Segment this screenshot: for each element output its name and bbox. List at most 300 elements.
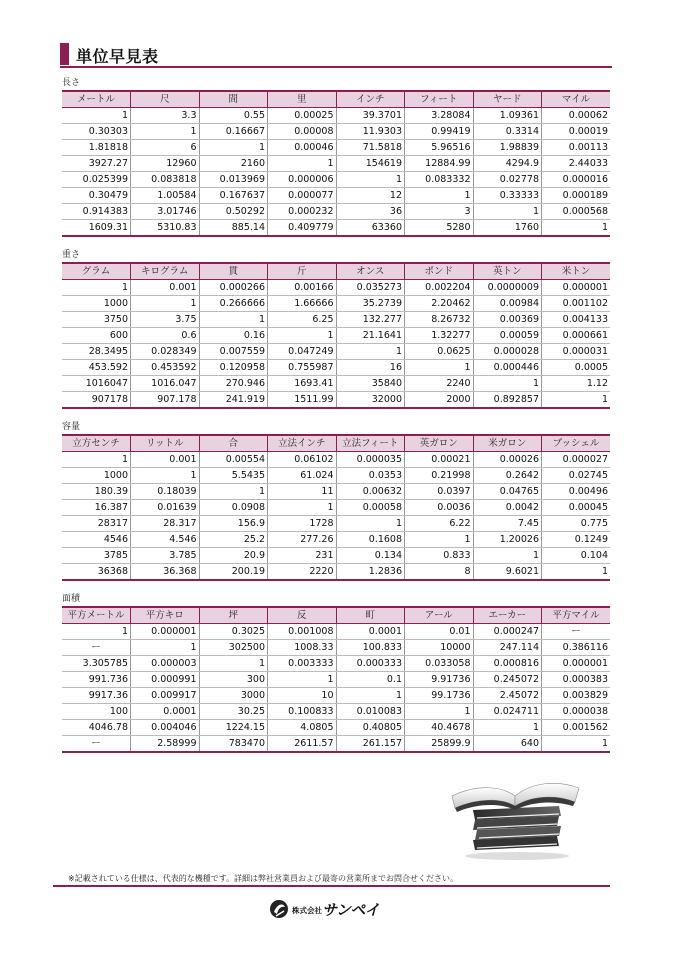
table-row [62, 280, 610, 296]
table-cell: 1 [199, 312, 268, 328]
table-cell: 0.001 [131, 452, 200, 468]
table-cell: 1 [131, 468, 200, 484]
table-cell: 0.00984 [473, 296, 542, 312]
column-header: ポンド [405, 263, 474, 280]
section-label: 容量 [62, 422, 81, 432]
column-header: 貫 [199, 263, 268, 280]
table-cell: 16.387 [62, 500, 131, 516]
table-cell: 0.003829 [542, 688, 611, 704]
table-cell: 453.592 [62, 360, 131, 376]
table-cell: 0.892857 [473, 392, 542, 409]
table-cell: 0.30479 [62, 188, 131, 204]
table-cell: 1 [542, 736, 611, 753]
table-row [62, 640, 610, 656]
table-row [62, 172, 610, 188]
table-cell: 302500 [199, 640, 268, 656]
table-cell: 2000 [405, 392, 474, 409]
table-cell: 1693.41 [268, 376, 337, 392]
table-cell: 1.66666 [268, 296, 337, 312]
table-cell: 40.4678 [405, 720, 474, 736]
table-cell: 1760 [473, 220, 542, 237]
table-cell: 9.91736 [405, 672, 474, 688]
table-cell: 0.833 [405, 548, 474, 564]
table-cell: 0.0353 [336, 468, 405, 484]
table-cell: 783470 [199, 736, 268, 753]
table-cell: 0.99419 [405, 124, 474, 140]
table-cell: 1000 [62, 468, 131, 484]
table-cell: 2220 [268, 564, 337, 581]
table-cell: 0.000016 [542, 172, 611, 188]
conversion-table [62, 434, 610, 581]
table-cell: 5280 [405, 220, 474, 237]
conversion-table [62, 262, 610, 409]
table-cell: 9917.36 [62, 688, 131, 704]
logo-company-prefix: 株式会社 [292, 906, 322, 915]
table-cell: 35840 [336, 376, 405, 392]
column-header: 英トン [473, 263, 542, 280]
table-cell: 0.0005 [542, 360, 611, 376]
table-row [62, 656, 610, 672]
table-cell: 5.96516 [405, 140, 474, 156]
table-cell: 1 [473, 376, 542, 392]
company-logo [268, 898, 408, 922]
column-header: インチ [336, 91, 405, 108]
table-cell: 1 [405, 360, 474, 376]
column-header: 反 [268, 607, 337, 624]
table-cell: 1 [542, 220, 611, 237]
table-cell: 0.00026 [473, 452, 542, 468]
table-cell: 0.00058 [336, 500, 405, 516]
table-cell: 3 [405, 204, 474, 220]
table-cell: 0.100833 [268, 704, 337, 720]
title-divider [60, 66, 612, 68]
table-cell: 1511.99 [268, 392, 337, 409]
table-cell: 0.000816 [473, 656, 542, 672]
table-cell: 1 [405, 532, 474, 548]
table-cell: 0.16667 [199, 124, 268, 140]
table-cell: 1 [62, 280, 131, 296]
table-cell: 1 [199, 656, 268, 672]
table-cell: 8.26732 [405, 312, 474, 328]
table-cell: 0.001102 [542, 296, 611, 312]
table-cell: 0.003333 [268, 656, 337, 672]
table-cell: 99.1736 [405, 688, 474, 704]
table-cell: 1 [268, 500, 337, 516]
table-cell: 2611.57 [268, 736, 337, 753]
table-cell: 8 [405, 564, 474, 581]
table-cell: 0.0042 [473, 500, 542, 516]
table-cell: 3.785 [131, 548, 200, 564]
table-cell: 36.368 [131, 564, 200, 581]
table-cell: 1224.15 [199, 720, 268, 736]
table-row [62, 344, 610, 360]
column-header: リットル [131, 435, 200, 452]
table-cell: 0.001008 [268, 624, 337, 640]
table-cell: 0.1249 [542, 532, 611, 548]
column-header: 平方キロ [131, 607, 200, 624]
table-cell: 0.024711 [473, 704, 542, 720]
column-header: 米トン [542, 263, 611, 280]
table-cell: 1 [336, 344, 405, 360]
table-cell: 0.21998 [405, 468, 474, 484]
table-cell: 0.104 [542, 548, 611, 564]
table-cell: 1 [131, 640, 200, 656]
section-label: 長さ [62, 78, 81, 88]
table-cell: 1 [62, 624, 131, 640]
table-cell: 0.000027 [542, 452, 611, 468]
table-cell: 0.00046 [268, 140, 337, 156]
table-cell: 0.0908 [199, 500, 268, 516]
table-cell: 0.134 [336, 548, 405, 564]
table-cell: 0.0036 [405, 500, 474, 516]
table-cell: 0.01 [405, 624, 474, 640]
table-cell: 1 [336, 516, 405, 532]
table-cell: 3927.27 [62, 156, 131, 172]
table-cell: 0.00166 [268, 280, 337, 296]
table-cell: 0.007559 [199, 344, 268, 360]
table-cell: 0.775 [542, 516, 611, 532]
table-cell: 0.083332 [405, 172, 474, 188]
table-cell: 0.000077 [268, 188, 337, 204]
table-cell: 1 [268, 328, 337, 344]
table-cell: 0.00554 [199, 452, 268, 468]
column-header: 平方メートル [62, 607, 131, 624]
table-cell: 0.6 [131, 328, 200, 344]
table-row [62, 328, 610, 344]
column-header: 米ガロン [473, 435, 542, 452]
table-cell: 36 [336, 204, 405, 220]
column-header: キログラム [131, 263, 200, 280]
table-cell: 1.2836 [336, 564, 405, 581]
table-cell: 12960 [131, 156, 200, 172]
table-row [62, 516, 610, 532]
section-weight [62, 249, 610, 409]
table-cell: 1 [268, 156, 337, 172]
column-header: 立法フィート [336, 435, 405, 452]
table-cell: 1008.33 [268, 640, 337, 656]
table-cell: 4294.9 [473, 156, 542, 172]
table-cell: 0.000028 [473, 344, 542, 360]
table-cell: 2.44033 [542, 156, 611, 172]
table-row [62, 468, 610, 484]
table-row [62, 484, 610, 500]
table-cell: 0.386116 [542, 640, 611, 656]
table-cell: 1 [405, 188, 474, 204]
table-cell: 277.26 [268, 532, 337, 548]
table-cell: 1 [131, 124, 200, 140]
table-cell: 0.3314 [473, 124, 542, 140]
table-header-row [62, 607, 610, 624]
table-cell: 0.000006 [268, 172, 337, 188]
table-row [62, 296, 610, 312]
column-header: 坪 [199, 607, 268, 624]
table-cell: 156.9 [199, 516, 268, 532]
table-cell: 20.9 [199, 548, 268, 564]
table-cell: 0.00008 [268, 124, 337, 140]
column-header: メートル [62, 91, 131, 108]
table-row [62, 156, 610, 172]
table-cell: ー [542, 624, 611, 640]
table-row [62, 688, 610, 704]
table-cell: 4046.78 [62, 720, 131, 736]
logo-company-name: サンペイ [322, 901, 380, 919]
table-row [62, 124, 610, 140]
table-cell: 0.04765 [473, 484, 542, 500]
table-cell: 907178 [62, 392, 131, 409]
table-row [62, 312, 610, 328]
table-cell: 247.114 [473, 640, 542, 656]
table-cell: 885.14 [199, 220, 268, 237]
table-cell: 1 [542, 392, 611, 409]
table-cell: 9.6021 [473, 564, 542, 581]
table-cell: 0.028349 [131, 344, 200, 360]
table-cell: 0.00369 [473, 312, 542, 328]
table-cell: 1 [131, 296, 200, 312]
table-cell: 4546 [62, 532, 131, 548]
table-cell: 0.001 [131, 280, 200, 296]
table-cell: 270.946 [199, 376, 268, 392]
section-volume [62, 421, 610, 581]
table-cell: 5.5435 [199, 468, 268, 484]
column-header: 英ガロン [405, 435, 474, 452]
table-cell: 0.000568 [542, 204, 611, 220]
table-cell: 0.000991 [131, 672, 200, 688]
table-header-row [62, 263, 610, 280]
table-cell: 1 [336, 172, 405, 188]
table-cell: 1 [473, 204, 542, 220]
table-cell: 0.245072 [473, 672, 542, 688]
table-row [62, 392, 610, 409]
table-cell: 0.453592 [131, 360, 200, 376]
table-cell: 0.004133 [542, 312, 611, 328]
table-cell: 0.2642 [473, 468, 542, 484]
table-cell: 0.000333 [336, 656, 405, 672]
table-cell: 1 [473, 548, 542, 564]
table-cell: 12 [336, 188, 405, 204]
table-cell: 1.20026 [473, 532, 542, 548]
table-cell: 0.0001 [131, 704, 200, 720]
table-cell: 0.000266 [199, 280, 268, 296]
table-cell: 0.18039 [131, 484, 200, 500]
table-cell: 1 [473, 720, 542, 736]
table-cell: 4.0805 [268, 720, 337, 736]
table-cell: 28.3495 [62, 344, 131, 360]
table-cell: 231 [268, 548, 337, 564]
table-cell: 0.3025 [199, 624, 268, 640]
page-title-block [60, 43, 612, 67]
column-header: 平方マイル [542, 607, 611, 624]
table-cell: 3.28084 [405, 108, 474, 124]
table-cell: 2.45072 [473, 688, 542, 704]
table-cell: 0.40805 [336, 720, 405, 736]
table-cell: 0.000661 [542, 328, 611, 344]
table-cell: 2160 [199, 156, 268, 172]
column-header: アール [405, 607, 474, 624]
footnote: ※記載されている仕様は、代表的な機種です。詳細は弊社営業員および最寄の営業所までお問合せください。 [68, 874, 459, 883]
table-row [62, 548, 610, 564]
table-cell: 1 [62, 452, 131, 468]
table-row [62, 672, 610, 688]
table-cell: 3.01746 [131, 204, 200, 220]
table-cell: 1.12 [542, 376, 611, 392]
table-cell: 0.000001 [542, 280, 611, 296]
table-cell: 200.19 [199, 564, 268, 581]
table-cell: 1000 [62, 296, 131, 312]
table-cell: 640 [473, 736, 542, 753]
table-row [62, 452, 610, 468]
table-cell: 0.00113 [542, 140, 611, 156]
column-header: マイル [542, 91, 611, 108]
table-cell: 1728 [268, 516, 337, 532]
table-cell: 1 [542, 564, 611, 581]
table-cell: 0.00632 [336, 484, 405, 500]
table-cell: 0.33333 [473, 188, 542, 204]
table-cell: 4.546 [131, 532, 200, 548]
table-row [62, 220, 610, 237]
section-label: 重さ [62, 250, 81, 260]
table-cell: 28.317 [131, 516, 200, 532]
table-cell: 154619 [336, 156, 405, 172]
table-cell: 0.0001 [336, 624, 405, 640]
table-cell: 132.277 [336, 312, 405, 328]
table-cell: 0.914383 [62, 204, 131, 220]
footer-divider [53, 885, 610, 887]
table-cell: 1.00584 [131, 188, 200, 204]
table-cell: 907.178 [131, 392, 200, 409]
table-cell: 0.035273 [336, 280, 405, 296]
table-cell: 0.06102 [268, 452, 337, 468]
table-cell: 1 [199, 484, 268, 500]
table-cell: 0.01639 [131, 500, 200, 516]
section-area [62, 593, 610, 753]
table-row [62, 564, 610, 581]
table-cell: 241.919 [199, 392, 268, 409]
table-cell: 0.009917 [131, 688, 200, 704]
conversion-table [62, 90, 610, 237]
column-header: ヤード [473, 91, 542, 108]
table-cell: 16 [336, 360, 405, 376]
table-row [62, 704, 610, 720]
table-cell: 0.55 [199, 108, 268, 124]
section-label: 面積 [62, 594, 81, 604]
table-cell: 0.000001 [542, 656, 611, 672]
table-cell: ー [62, 640, 131, 656]
table-cell: 1.98839 [473, 140, 542, 156]
table-cell: 3785 [62, 548, 131, 564]
table-cell: 0.000232 [268, 204, 337, 220]
table-cell: 11.9303 [336, 124, 405, 140]
table-cell: 0.16 [199, 328, 268, 344]
table-cell: 25.2 [199, 532, 268, 548]
table-cell: 261.157 [336, 736, 405, 753]
table-cell: 100.833 [336, 640, 405, 656]
table-cell: 10 [268, 688, 337, 704]
table-cell: 6.22 [405, 516, 474, 532]
table-cell: 1 [199, 140, 268, 156]
table-cell: 3.75 [131, 312, 200, 328]
table-cell: 0.266666 [199, 296, 268, 312]
table-cell: 0.000003 [131, 656, 200, 672]
table-cell: 0.167637 [199, 188, 268, 204]
table-cell: 0.00021 [405, 452, 474, 468]
table-cell: ー [62, 736, 131, 753]
table-cell: 100 [62, 704, 131, 720]
table-cell: 12884.99 [405, 156, 474, 172]
table-cell: 0.00019 [542, 124, 611, 140]
table-cell: 71.5818 [336, 140, 405, 156]
table-cell: 11 [268, 484, 337, 500]
table-cell: 3750 [62, 312, 131, 328]
table-cell: 30.25 [199, 704, 268, 720]
table-cell: 6.25 [268, 312, 337, 328]
table-cell: 0.50292 [199, 204, 268, 220]
table-header-row [62, 91, 610, 108]
table-cell: 0.0000009 [473, 280, 542, 296]
table-cell: 35.2739 [336, 296, 405, 312]
table-cell: 0.000247 [473, 624, 542, 640]
table-cell: 2.58999 [131, 736, 200, 753]
table-row [62, 736, 610, 753]
table-cell: 0.013969 [199, 172, 268, 188]
column-header: 里 [268, 91, 337, 108]
table-cell: 0.000189 [542, 188, 611, 204]
table-cell: 0.1 [336, 672, 405, 688]
table-cell: 0.00062 [542, 108, 611, 124]
table-cell: 0.004046 [131, 720, 200, 736]
table-cell: 0.00496 [542, 484, 611, 500]
table-cell: 3.305785 [62, 656, 131, 672]
table-cell: 600 [62, 328, 131, 344]
table-cell: 0.120958 [199, 360, 268, 376]
table-cell: 1 [405, 704, 474, 720]
table-cell: 0.00059 [473, 328, 542, 344]
table-cell: 0.002204 [405, 280, 474, 296]
table-cell: 36368 [62, 564, 131, 581]
table-cell: 3.3 [131, 108, 200, 124]
table-cell: 25899.9 [405, 736, 474, 753]
table-cell: 0.00045 [542, 500, 611, 516]
company-logo-mark-icon [268, 898, 290, 920]
table-row [62, 376, 610, 392]
table-cell: 0.000383 [542, 672, 611, 688]
table-row [62, 140, 610, 156]
column-header: オンス [336, 263, 405, 280]
table-cell: 1.32277 [405, 328, 474, 344]
table-row [62, 188, 610, 204]
table-cell: 0.010083 [336, 704, 405, 720]
column-header: 合 [199, 435, 268, 452]
table-cell: 63360 [336, 220, 405, 237]
table-cell: 39.3701 [336, 108, 405, 124]
table-cell: 1016.047 [131, 376, 200, 392]
table-cell: 0.000001 [131, 624, 200, 640]
table-row [62, 624, 610, 640]
table-cell: 0.033058 [405, 656, 474, 672]
table-cell: 0.047249 [268, 344, 337, 360]
table-cell: 0.1608 [336, 532, 405, 548]
table-cell: 0.0625 [405, 344, 474, 360]
table-cell: 0.025399 [62, 172, 131, 188]
table-cell: 300 [199, 672, 268, 688]
table-row [62, 532, 610, 548]
column-header: エーカー [473, 607, 542, 624]
table-cell: 0.083818 [131, 172, 200, 188]
column-header: 尺 [131, 91, 200, 108]
table-cell: 1 [62, 108, 131, 124]
table-cell: 1 [268, 672, 337, 688]
column-header: 立法インチ [268, 435, 337, 452]
books-illustration [447, 770, 582, 860]
